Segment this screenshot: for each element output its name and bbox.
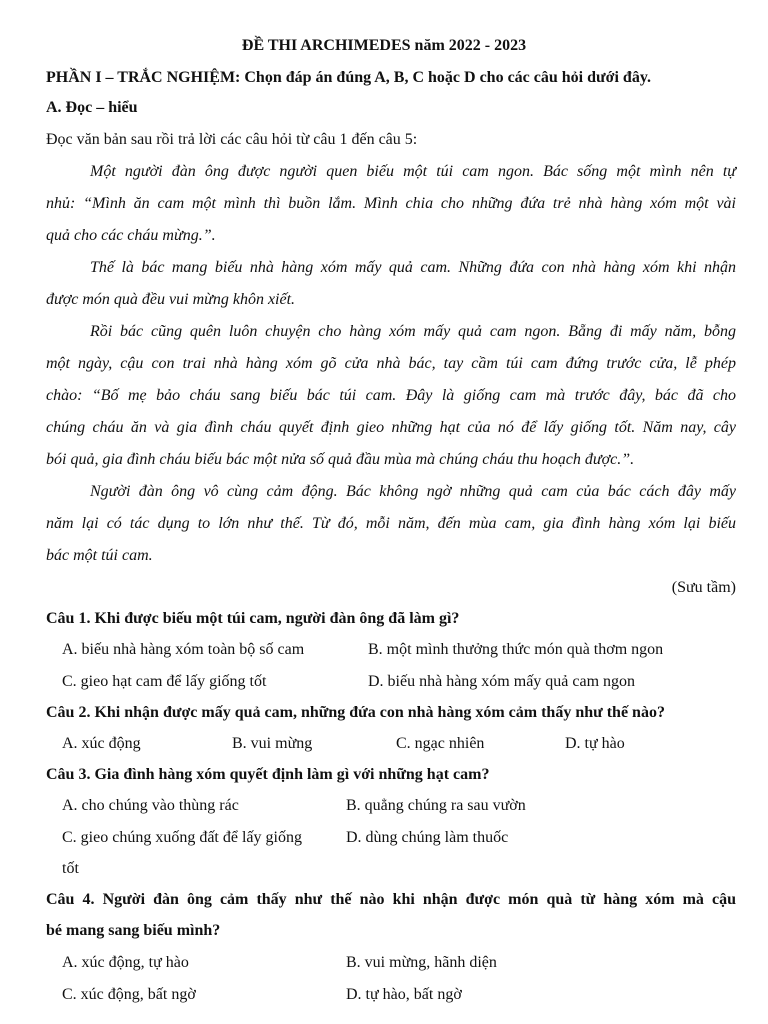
q4-option-b: B. vui mừng, hãnh diện (346, 954, 497, 971)
question-4-continued: bé mang sang biếu mình? (46, 922, 221, 939)
passage-line: Một người đàn ông được người quen biếu một túi cam ngon. Bác sống một mình nên tự (90, 163, 736, 180)
q1-option-d: D. biếu nhà hàng xóm mấy quả cam ngon (368, 673, 636, 690)
q3-option-b: B. quẳng chúng ra sau vườn (346, 797, 526, 814)
q1-option-a: A. biếu nhà hàng xóm toàn bộ số cam (62, 641, 305, 658)
q1-option-c: C. gieo hạt cam để lấy giống tốt (62, 673, 267, 690)
q3-option-c-continued: tốt (62, 860, 79, 877)
q3-option-c: C. gieo chúng xuống đất để lấy giống (62, 829, 302, 846)
question-2: Câu 2. Khi nhận được mấy quả cam, những đứa con nhà hàng xóm cảm thấy như thế nào? (46, 704, 665, 721)
question-4: Câu 4. Người đàn ông cảm thấy như thế nào khi nhận được món quà từ hàng xóm mà cậu (46, 891, 736, 908)
passage-line: Người đàn ông vô cùng cảm động. Bác không ngờ những quả cam của bác cách đây mấy (90, 483, 736, 500)
passage-line: được món quà đều vui mừng khôn xiết. (46, 291, 296, 308)
q4-option-a: A. xúc động, tự hào (62, 954, 189, 971)
passage-source: (Sưu tầm) (671, 579, 736, 596)
exam-title: ĐỀ THI ARCHIMEDES năm 2022 - 2023 (241, 37, 527, 54)
section-a-heading: A. Đọc – hiểu (46, 99, 138, 116)
q2-option-c: C. ngạc nhiên (396, 735, 485, 752)
q4-option-d: D. tự hào, bất ngờ (346, 986, 462, 1003)
question-3: Câu 3. Gia đình hàng xóm quyết định làm gì với những hạt cam? (46, 766, 490, 783)
part1-heading: PHẦN I – TRẮC NGHIỆM: Chọn đáp án đúng A, B, C hoặc D cho các câu hỏi dưới đây. (46, 69, 651, 86)
q2-option-a: A. xúc động (62, 735, 141, 752)
passage-line: năm lại có tác dụng to lớn như thế. Từ đó, mỗi năm, đến mùa cam, gia đình hàng xóm lại biếu (46, 515, 736, 532)
q2-option-b: B. vui mừng (232, 735, 313, 752)
passage-line: quả cho các cháu mừng.”. (46, 227, 216, 244)
passage-line: bói quả, gia đình cháu biếu bác một nửa số quả đầu mùa mà chúng cháu thu hoạch được.”. (46, 451, 635, 468)
passage-line: Rồi bác cũng quên luôn chuyện cho hàng xóm mấy quả cam ngon. Bẵng đi mấy năm, bỗng (90, 323, 736, 340)
passage-line: Thế là bác mang biếu nhà hàng xóm mấy quả cam. Những đứa con nhà hàng xóm khi nhận (90, 259, 736, 276)
q2-option-d: D. tự hào (565, 735, 625, 752)
q1-option-b: B. một mình thưởng thức món quà thơm ngon (368, 641, 664, 658)
passage-line: nhủ: “Mình ăn cam một mình thì buồn lắm. Mình chia cho những đứa trẻ nhà hàng xóm một vài (46, 195, 736, 212)
question-1: Câu 1. Khi được biếu một túi cam, người đàn ông đã làm gì? (46, 610, 460, 627)
passage-line: bác một túi cam. (46, 547, 153, 564)
q3-option-d: D. dùng chúng làm thuốc (346, 829, 509, 846)
passage-line: chào: “Bố mẹ bảo cháu sang biếu bác túi cam. Đây là giống cam mà trước đây, bác đã cho (46, 387, 736, 404)
q4-option-c: C. xúc động, bất ngờ (62, 986, 196, 1003)
q3-option-a: A. cho chúng vào thùng rác (62, 797, 239, 814)
passage-line: một ngày, cậu con trai nhà hàng xóm gõ cửa nhà bác, tay cầm túi cam đứng trước cửa, lễ phép (46, 355, 736, 372)
passage-line: chúng cháu ăn và gia đình cháu quyết định gieo những hạt của nó để lấy giống tốt. Năm nay, cây (46, 419, 736, 436)
reading-instruction: Đọc văn bản sau rồi trả lời các câu hỏi từ câu 1 đến câu 5: (46, 131, 418, 148)
